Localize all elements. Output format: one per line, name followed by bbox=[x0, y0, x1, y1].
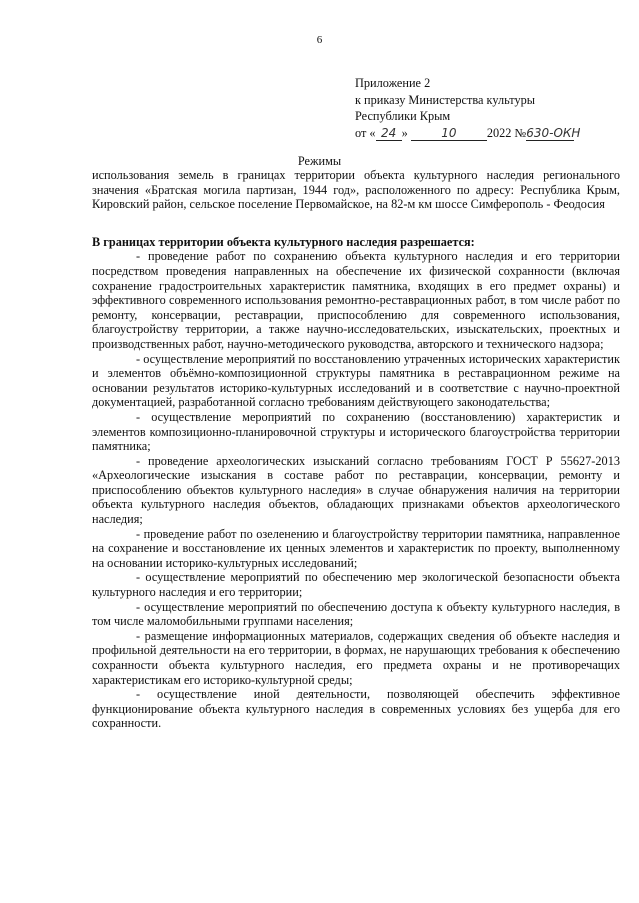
annex-line-2: к приказу Министерства культуры bbox=[355, 92, 536, 107]
annex-line-1: Приложение 2 bbox=[355, 76, 431, 90]
section-heading: В границах территории объекта культурного наследия разрешается: bbox=[92, 234, 475, 249]
list-item: - осуществление мероприятий по сохранению (восстановлению) характеристик и элементов композиционно-планировочной структуры и исторического благоустройства территории памятника; bbox=[92, 409, 620, 454]
document-body bbox=[92, 168, 620, 731]
date-prefix: от « bbox=[355, 125, 376, 140]
list-item: - осуществление мероприятий по восстановлению утраченных исторических характеристик и элементов объёмно-композиционной структуры памятника в реставрационном режиме на основании результатов историко-культурных исследований и в соответствие с научно-проектной документацией, разработанной согласно требованиям действующего законодательства; bbox=[92, 351, 620, 410]
list-item: - размещение информационных материалов, содержащих сведения об объекте наследия и профильной деятельности на его территории, в формах, не нарушающих требования к обеспечению сохранности объекта культурного наследия, его предмета охраны и не противоречащих характеристикам его историко-культурной среды; bbox=[92, 628, 620, 687]
list-item: - осуществление мероприятий по обеспечению доступа к объекту культурного наследия, в том числе маломобильными группами населения; bbox=[92, 599, 620, 629]
document-title: Режимы bbox=[297, 154, 342, 168]
date-year: 2022 № bbox=[486, 125, 527, 140]
annex-line-3: Республики Крым bbox=[355, 109, 451, 124]
list-item: - проведение работ по сохранению объекта культурного наследия и его территории посредством проведения направленных на обеспечение их физической сохранности (включая сохранение градостроительных характеристик памятника, входящих в его предмет охраны) и эффективного современного использования ремонтно-реставрационных работ, в том числе работ по ремонту, консервации, реставрации, приспособлению для современного использования, благоустройству территории, а также научно-исследовательских, изыскательских, проектных и производственных работ, научно-методического руководства, авторского и технического надзора; bbox=[92, 249, 620, 351]
date-day: 24 bbox=[376, 127, 402, 141]
page-number: 6 bbox=[316, 34, 323, 46]
list-item: - проведение археологических изысканий согласно требованиям ГОСТ Р 55627-2013 «Археологические изыскания в составе работ по реставрации, консервации, ремонту и приспособлению объектов культурного наследия» в случае обнаружения наличия на территории объекта культурного наследия объектов, обладающих признаками объектов археологического наследия; bbox=[92, 453, 620, 527]
list-item: - осуществление мероприятий по обеспечению мер экологической безопасности объекта культурного наследия и его территории; bbox=[92, 570, 620, 600]
list-item: - осуществление иной деятельности, позволяющей обеспечить эффективное функционирование объекта культурного наследия в современных условиях без ущерба для его сохранности. bbox=[92, 687, 620, 731]
order-number: 630-ОКН bbox=[526, 125, 581, 140]
annex-header bbox=[355, 75, 581, 141]
intro-paragraph: использования земель в границах территории объекта культурного наследия регионального значения «Братская могила партизан, 1944 год», расположенного по адресу: Республика Крым, Кировский район, сельское поселение Первомайское, на 82-м км шоссе Симферополь - Феодосия bbox=[92, 168, 620, 212]
list-item: - проведение работ по озеленению и благоустройству территории памятника, направленное на сохранение и восстановление их ценных элементов и характеристик по проекту, выполненному на основании историко-культурных исследований; bbox=[92, 526, 620, 570]
annex-date-line bbox=[355, 125, 581, 142]
date-month: 10 bbox=[411, 127, 487, 141]
date-mid: » bbox=[401, 125, 408, 140]
